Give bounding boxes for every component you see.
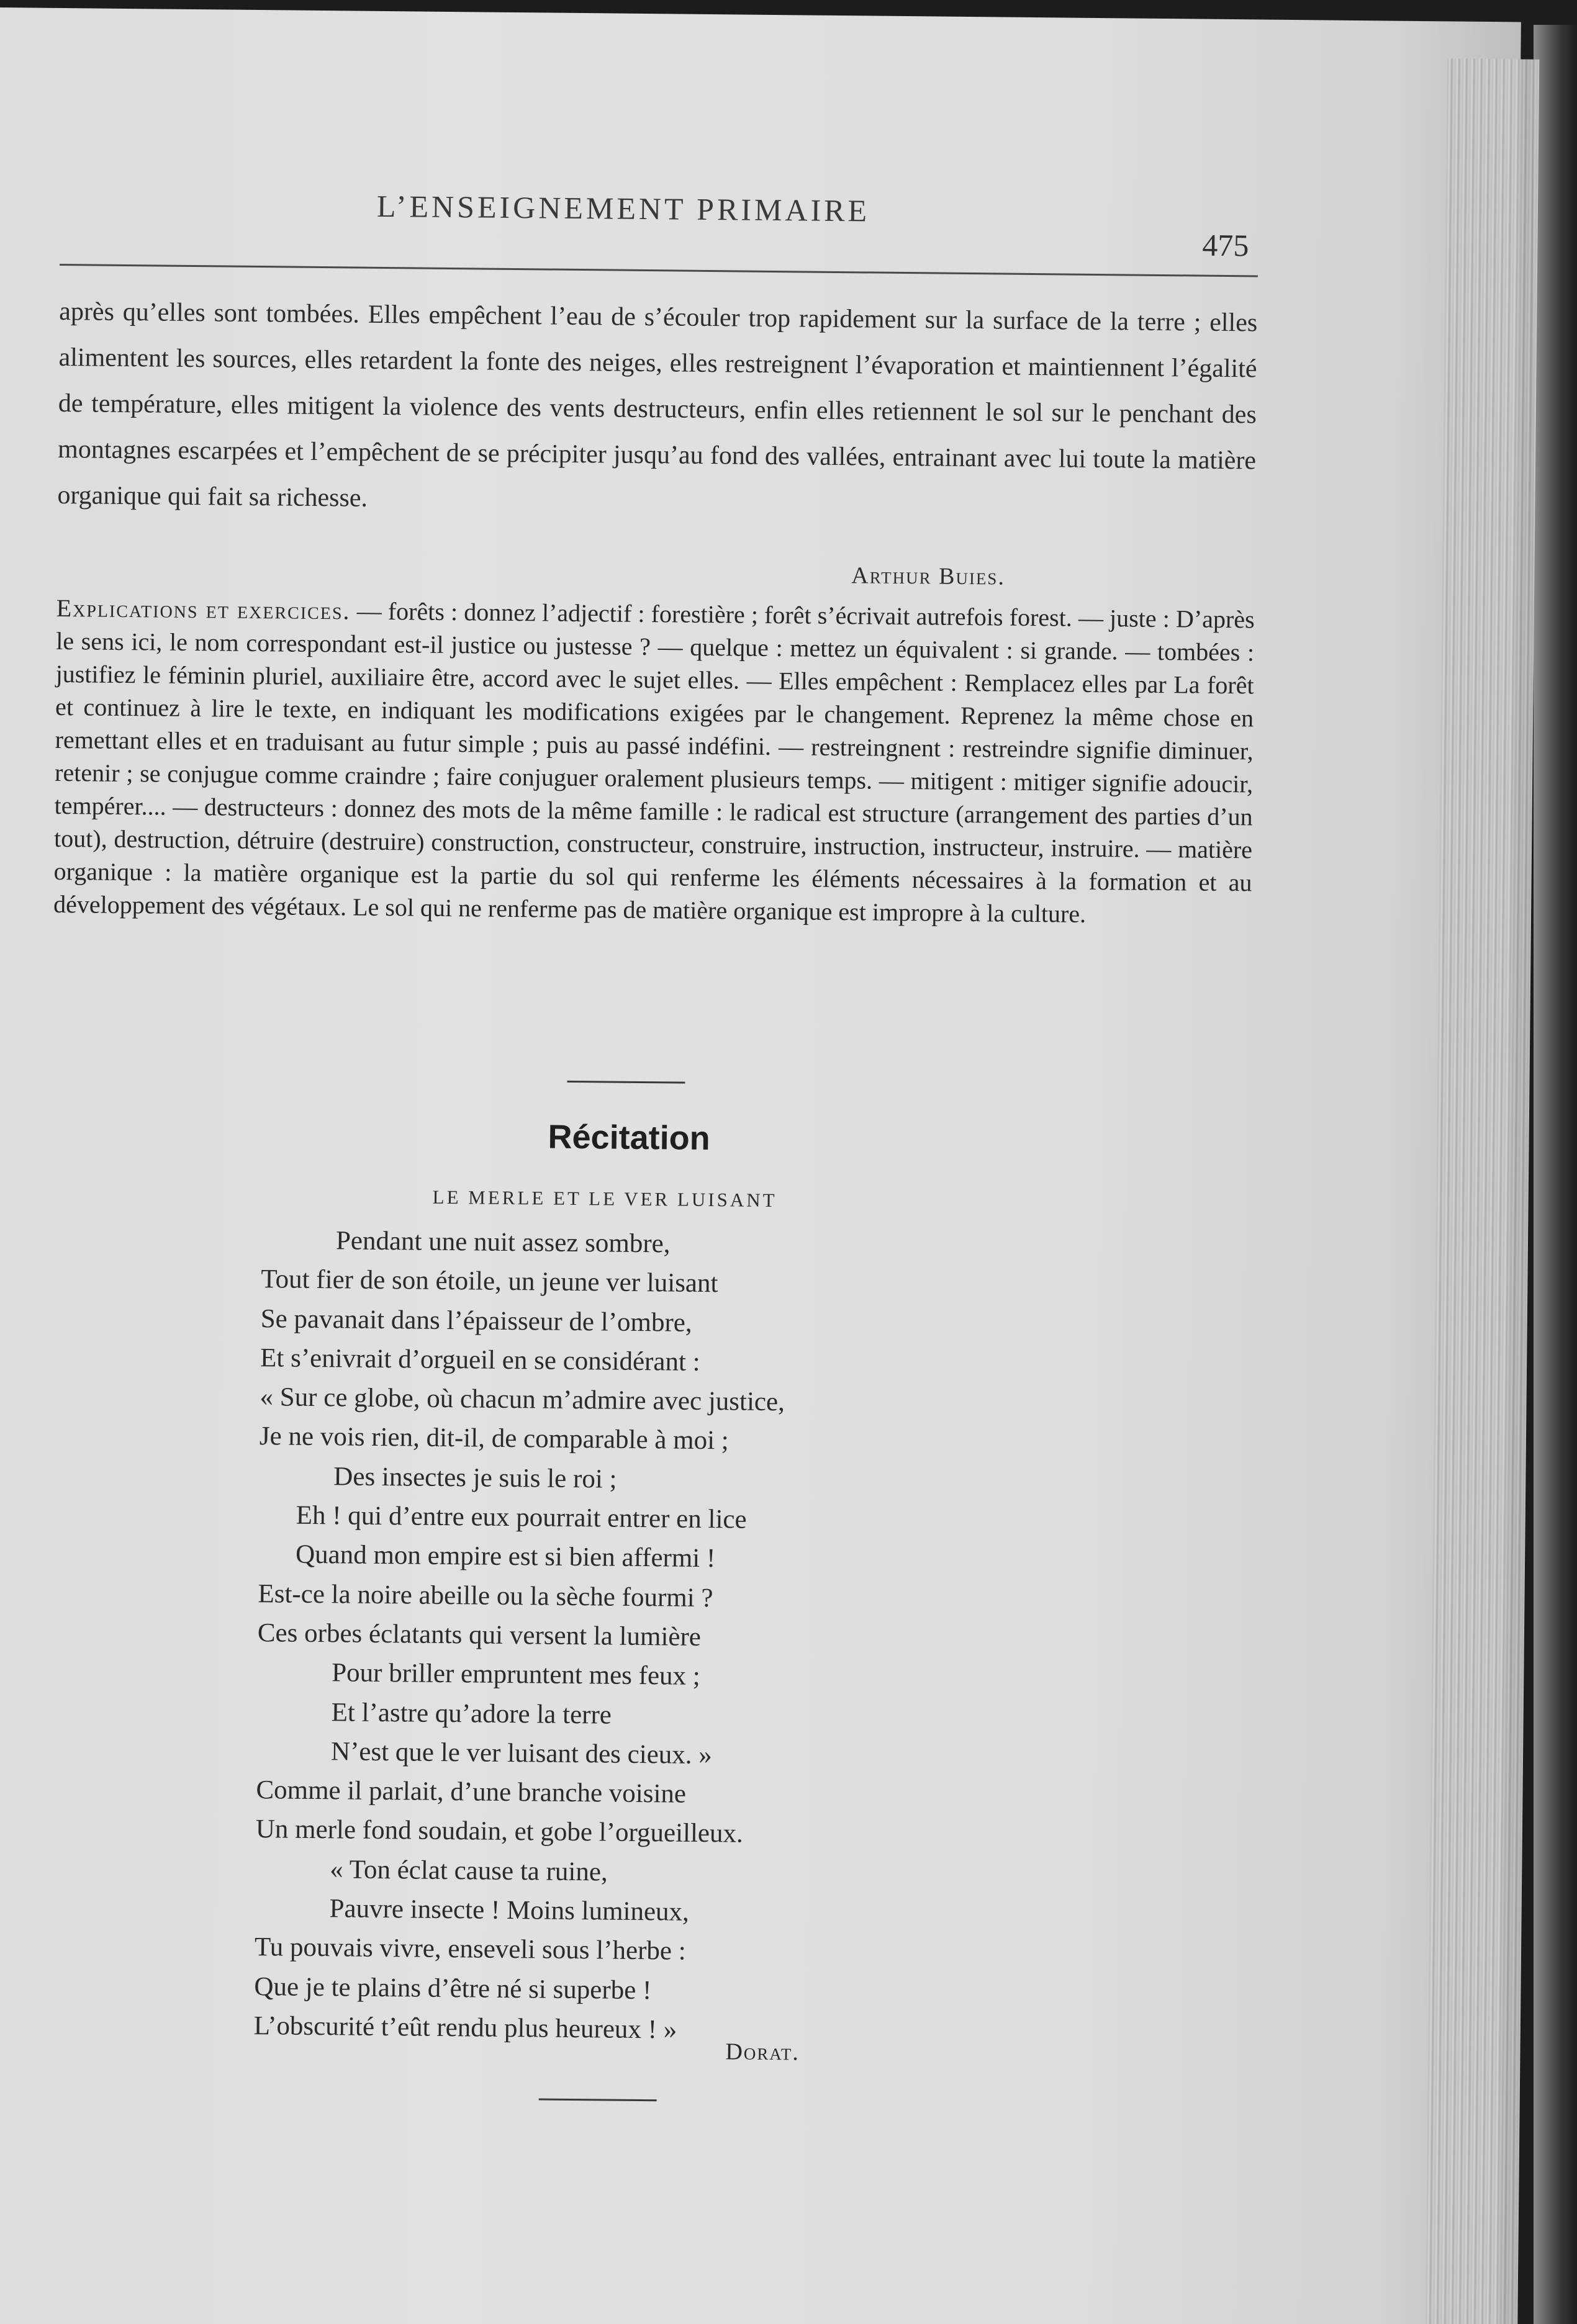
explanations-paragraph bbox=[53, 592, 1255, 932]
poem-verse: Quand mon empire est si bien affermi ! bbox=[295, 1540, 716, 1574]
section-title: Récitation bbox=[548, 1118, 710, 1158]
poem-verse: « Ton éclat cause ta ruine, bbox=[330, 1854, 608, 1887]
poem-verse: Est-ce la noire abeille ou la sèche fourmi ? bbox=[258, 1579, 713, 1613]
poem-verse: Et l’astre qu’adore la terre bbox=[331, 1697, 612, 1730]
page-content bbox=[0, 7, 1521, 2324]
poem-verse: Ces orbes éclatants qui versent la lumière bbox=[257, 1618, 702, 1652]
explanations-text: — forêts : donnez l’adjectif : forestière ; forêt s’écrivait autrefois forest. — juste : D’après le sens ici, le nom correspondant est-il justice ou justesse ? — quelque : mettez un équivalent : si grande. — tombées : justifiez le féminin pluriel, auxiliaire être, accord avec le sujet elles. — Elles empêchent : Remplacez elles par La forêt et continuez à lire le texte, en indiquant les modifications exigées par le changement. Reprenez la même chose en remettant elles et en traduisant au futur simple ; puis au passé indéfini. — restreingnent : restreindre signifie diminuer, retenir ; se conjugue comme craindre ; faire conjuguer oralement plusieurs temps. — mitigent : mitiger signifie adoucir, tempérer.... — destructeurs : donnez des mots de la même famille : le radical est structure (arrangement des parties d’un tout), destruction, détruire (destruire) construction, constructeur, construire, instruction, instructeur, instruire. — matière organique : la matière organique est la partie du sol qui renferme les éléments nécessaires à la formation et au développement des végétaux. Le sol qui ne renferme pas de matière organique est impropre à la culture. bbox=[53, 597, 1255, 928]
binding-shadow bbox=[1534, 25, 1577, 2324]
poem-verse: Tout fier de son étoile, un jeune ver luisant bbox=[261, 1264, 718, 1299]
page-sheet bbox=[0, 7, 1521, 2324]
poem-verse: Tu pouvais vivre, enseveli sous l’herbe : bbox=[254, 1932, 686, 1966]
header-rule bbox=[60, 264, 1258, 277]
poem-verse: Comme il parlait, d’une branche voisine bbox=[256, 1775, 687, 1809]
poem-title: LE MERLE ET LE VER LUISANT bbox=[432, 1186, 777, 1212]
prose-paragraph: après qu’elles sont tombées. Elles empêchent l’eau de s’écouler trop rapidement sur la surface de la terre ; elles alimentent les sources, elles retardent la fonte des neiges, elles restreignent l’évaporation et maintiennent l’égalité de température, elles mitigent la violence des vents destructeurs, enfin elles retiennent le sol sur le penchant des montagnes escarpées et l’empêchent de se précipiter jusqu’au fond des vallées, entrainant avec lui toute la matière organique qui fait sa richesse. bbox=[57, 297, 1258, 513]
prose-author: Arthur Buies. bbox=[851, 562, 1006, 590]
page-number: 475 bbox=[1202, 227, 1249, 263]
poem-verse: N’est que le ver luisant des cieux. » bbox=[330, 1737, 713, 1770]
poem-author: Dorat. bbox=[725, 2038, 800, 2066]
poem-verse: Que je te plains d’être né si superbe ! bbox=[254, 1971, 652, 2005]
poem bbox=[254, 1220, 1069, 2053]
poem-verse: Pauvre insecte ! Moins lumineux, bbox=[329, 1894, 690, 1927]
running-head: L’ENSEIGNEMENT PRIMAIRE bbox=[376, 188, 870, 228]
poem-verse: Pendant une nuit assez sombre, bbox=[335, 1226, 671, 1259]
poem-verse: Des insectes je suis le roi ; bbox=[333, 1462, 617, 1494]
poem-verse: Et s’enivrait d’orgueil en se considérant : bbox=[260, 1343, 700, 1377]
poem-verse: « Sur ce globe, où chacun m’admire avec justice, bbox=[260, 1382, 785, 1417]
poem-verse: Un merle fond soudain, et gobe l’orgueilleux. bbox=[255, 1814, 744, 1849]
poem-verse: Se pavanait dans l’épaisseur de l’ombre, bbox=[260, 1304, 692, 1338]
poem-verse: Je ne vois rien, dit-il, de comparable à moi ; bbox=[259, 1421, 729, 1456]
end-divider bbox=[539, 2098, 657, 2101]
explanations-lead: Explications et exercices. bbox=[56, 593, 351, 625]
poem-verse: Eh ! qui d’entre eux pourrait entrer en lice bbox=[296, 1500, 747, 1534]
poem-verse: L’obscurité t’eût rendu plus heureux ! » bbox=[253, 2011, 677, 2045]
section-divider bbox=[567, 1081, 685, 1084]
poem-verse: Pour briller empruntent mes feux ; bbox=[332, 1658, 700, 1691]
